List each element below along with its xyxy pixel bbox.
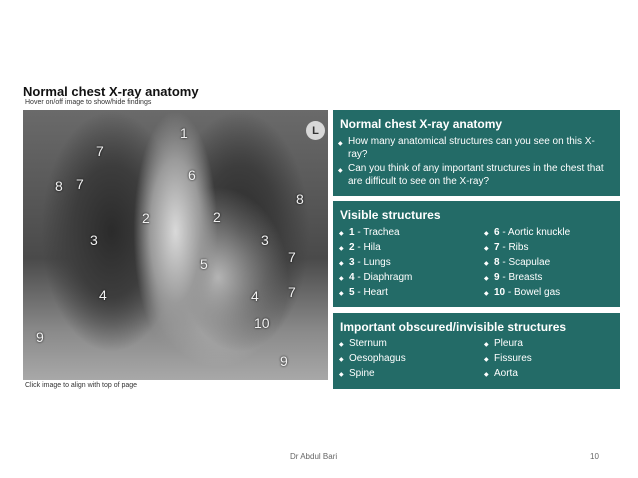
page-title: Normal chest X-ray anatomy — [23, 84, 199, 99]
obscured-item: ◆ Oesophagus — [339, 353, 406, 364]
structure-item: ◆ 4 - Diaphragm — [339, 272, 413, 283]
xray-label: 7 — [96, 143, 104, 159]
xray-label: 1 — [180, 125, 188, 141]
xray-label: 9 — [36, 329, 44, 345]
structure-item: ◆ 6 - Aortic knuckle — [484, 227, 571, 238]
obscured-item: ◆ Aorta — [484, 368, 518, 379]
click-hint: Click image to align with top of page — [25, 382, 138, 389]
obscured-item: ◆ Fissures — [484, 353, 532, 364]
structure-item: ◆ 3 - Lungs — [339, 257, 391, 268]
bullet-icon: ◆ — [339, 342, 344, 348]
obscured-item: ◆ Sternum — [339, 338, 387, 349]
questions-panel — [333, 110, 620, 196]
bullet-icon: ◆ — [338, 141, 343, 147]
bullet-icon: ◆ — [484, 357, 489, 363]
bullet-icon: ◆ — [339, 372, 344, 378]
hover-hint: Hover on/off image to show/hide findings — [25, 99, 152, 106]
structure-item: ◆ 8 - Scapulae — [484, 257, 551, 268]
structure-item: ◆ 10 - Bowel gas — [484, 287, 561, 298]
xray-label: 4 — [99, 287, 107, 303]
structure-item: ◆ 9 - Breasts — [484, 272, 543, 283]
chest-xray-image[interactable] — [23, 110, 328, 380]
structure-item: ◆ 7 - Ribs — [484, 242, 529, 253]
bullet-icon: ◆ — [484, 291, 489, 297]
xray-label: 2 — [142, 210, 150, 226]
bullet-icon: ◆ — [339, 276, 344, 282]
page-number: 10 — [590, 452, 599, 461]
bullet-icon: ◆ — [339, 357, 344, 363]
question-2: ◆ Can you think of any important structures in the chest that are difficult to see on the X-ray? — [338, 163, 604, 187]
obscured-structures-panel — [333, 313, 620, 389]
obscured-structures-title: Important obscured/invisible structures — [340, 320, 567, 334]
xray-label: 5 — [200, 256, 208, 272]
xray-label: 4 — [251, 288, 259, 304]
bullet-icon: ◆ — [339, 231, 344, 237]
xray-label: 7 — [76, 176, 84, 192]
xray-label: 10 — [254, 315, 270, 331]
structure-item: ◆ 2 - Hila — [339, 242, 381, 253]
structure-item: ◆ 5 - Heart — [339, 287, 388, 298]
xray-label: 8 — [296, 191, 304, 207]
xray-label: 6 — [188, 167, 196, 183]
bullet-icon: ◆ — [484, 342, 489, 348]
bullet-icon: ◆ — [484, 231, 489, 237]
xray-label: 9 — [280, 353, 288, 369]
bullet-icon: ◆ — [339, 246, 344, 252]
questions-panel-title: Normal chest X-ray anatomy — [340, 117, 503, 131]
question-1: ◆ How many anatomical structures can you see on this X-ray? — [338, 136, 595, 160]
xray-label: 7 — [288, 284, 296, 300]
bullet-icon: ◆ — [484, 261, 489, 267]
bullet-icon: ◆ — [339, 291, 344, 297]
xray-label: 2 — [213, 209, 221, 225]
visible-structures-panel — [333, 201, 620, 307]
left-side-marker: L — [306, 121, 325, 140]
xray-label: 8 — [55, 178, 63, 194]
bullet-icon: ◆ — [484, 276, 489, 282]
bullet-icon: ◆ — [484, 246, 489, 252]
xray-label: 3 — [261, 232, 269, 248]
bullet-icon: ◆ — [484, 372, 489, 378]
footer-author: Dr Abdul Bari — [290, 452, 338, 461]
visible-structures-title: Visible structures — [340, 208, 441, 222]
bullet-icon: ◆ — [338, 168, 343, 174]
structure-item: ◆ 1 - Trachea — [339, 227, 400, 238]
xray-label: 7 — [288, 249, 296, 265]
obscured-item: ◆ Pleura — [484, 338, 523, 349]
xray-label: 3 — [90, 232, 98, 248]
bullet-icon: ◆ — [339, 261, 344, 267]
obscured-item: ◆ Spine — [339, 368, 375, 379]
